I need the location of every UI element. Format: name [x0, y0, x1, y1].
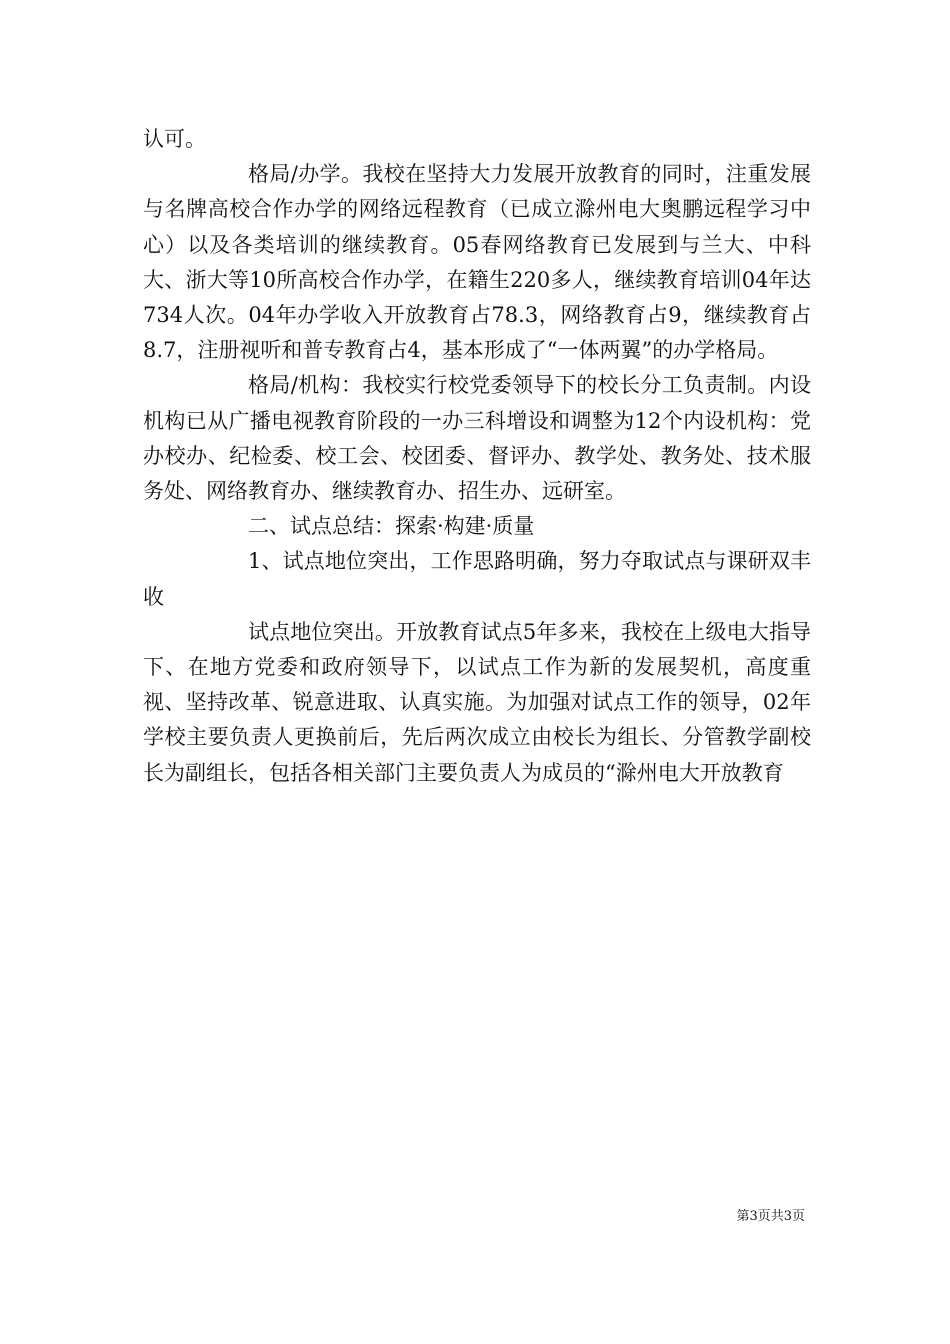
paragraph-2: 格局/办学。我校在坚持大力发展开放教育的同时，注重发展与名牌高校合作办学的网络远程教育（已成立滁州电大奥鹏远程学习中心）以及各类培训的继续教育。05春网络教育已发展到与兰大、中科大、浙大等10所高校合作办学，在籍生220多人，继续教育培训04年达734人次。04年办学收入开放教育占78.3，网络教育占9，继续教育占8.7，注册视听和普专教育占4，基本形成了“一体两翼”的办学格局。 — [143, 162, 811, 363]
paragraph-3: 格局/机构：我校实行校党委领导下的校长分工负责制。内设机构已从广播电视教育阶段的一办三科增设和调整为12个内设机构：党办校办、纪检委、校工会、校团委、督评办、教学处、教务处、技术服务处、网络教育办、继续教育办、招生办、远研室。 — [143, 373, 811, 504]
subsection-heading: 1、试点地位突出，工作思路明确，努力夺取试点与课研双丰收 — [143, 549, 811, 609]
paragraph-6: 试点地位突出。开放教育试点5年多来，我校在上级电大指导下、在地方党委和政府领导下，以试点工作为新的发展契机，高度重视、坚持改革、锐意进取、认真实施。为加强对试点工作的领导，02年学校主要负责人更换前后，先后两次成立由校长为组长、分管教学副校长为副组长，包括各相关部门主要负责人为成员的“滁州电大开放教育 — [143, 619, 811, 785]
page-number: 第3页共3页 — [736, 1209, 805, 1224]
paragraph-1: 认可。 — [143, 127, 206, 151]
document-body — [143, 122, 811, 791]
section-heading: 二、试点总结：探索·构建·质量 — [248, 514, 535, 539]
